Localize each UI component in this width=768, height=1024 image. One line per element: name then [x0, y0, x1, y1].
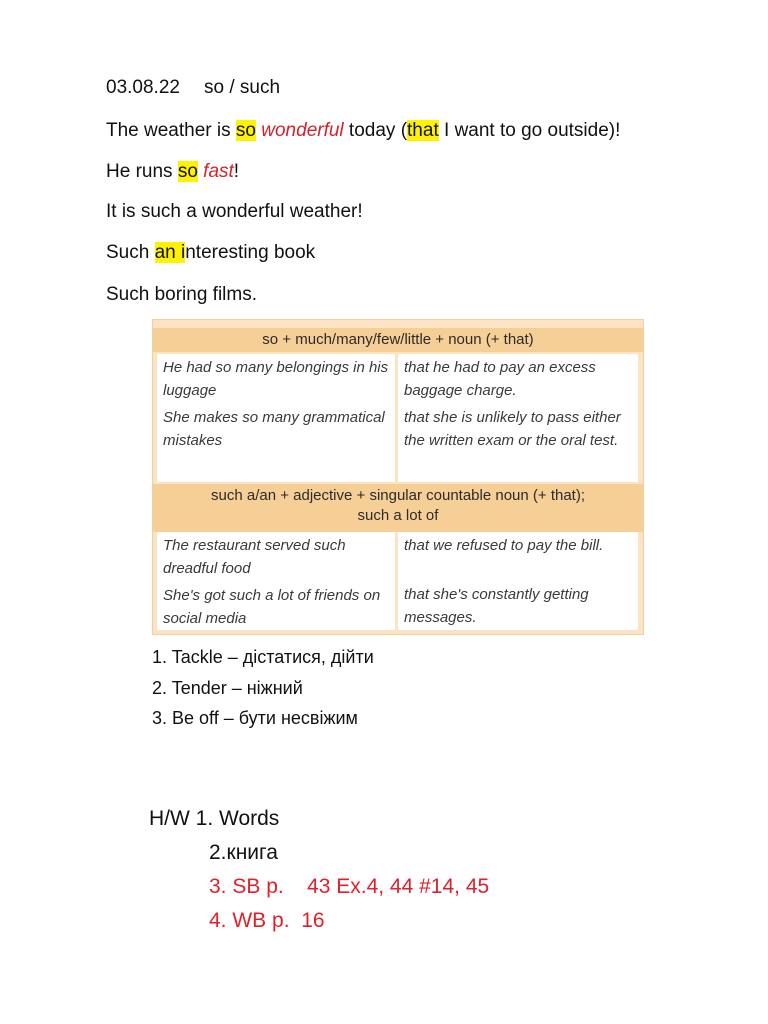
cell-text: He had so many belongings in his luggage	[163, 359, 389, 399]
table-cell-right-2	[398, 532, 638, 630]
text-segment: The weather is	[106, 120, 236, 141]
highlight-an: an i	[154, 242, 186, 263]
homework-title: H/W 1. Words	[149, 807, 280, 830]
header-line: such a/an + adjective + singular countable noun (+ that);	[211, 487, 585, 504]
highlight-so: so	[235, 120, 256, 141]
cell-text: She makes so many grammatical mistakes	[163, 409, 385, 449]
sentence-5: Such boring films.	[106, 284, 258, 305]
vocab-item-3: 3. Be off – бути несвіжим	[152, 708, 358, 728]
table-cell-left-2	[157, 532, 395, 630]
text-segment: Such	[106, 242, 155, 263]
sentence-2	[106, 160, 239, 184]
text-segment: nteresting book	[185, 242, 316, 263]
red-adjective: wonderful	[261, 120, 344, 141]
text-segment: !	[233, 161, 240, 182]
header-line: such a lot of	[357, 507, 439, 524]
highlight-so: so	[177, 161, 198, 182]
homework-item-2: 2.книга	[209, 841, 278, 864]
date: 03.08.22	[106, 77, 180, 98]
sentence-1	[106, 119, 620, 143]
text-segment: today (	[343, 120, 408, 141]
homework-item-3: 3. SB p. 43 Ex.4, 44 #14, 45	[209, 875, 490, 898]
text-segment: I want to go outside)!	[438, 120, 621, 141]
homework-item-4: 4. WB p. 16	[209, 909, 325, 932]
cell-text: that we refused to pay the bill.	[404, 537, 604, 554]
table-header-so: so + much/many/few/little + noun (+ that)	[153, 328, 643, 352]
table-cell-right-1	[398, 354, 638, 482]
topic: so / such	[203, 77, 281, 98]
highlight-that: that	[407, 120, 439, 141]
vocab-item-2: 2. Tender – ніжний	[152, 678, 303, 698]
red-adverb: fast	[203, 161, 234, 182]
cell-text: that she's constantly getting messages.	[404, 586, 589, 626]
sentence-4	[106, 241, 315, 265]
cell-text: that she is unlikely to pass either the written exam or the oral test.	[404, 409, 621, 449]
cell-text: The restaurant served such dreadful food	[163, 537, 346, 577]
text-segment: He runs	[106, 161, 178, 182]
table-header-such	[153, 484, 643, 532]
sentence-3: It is such a wonderful weather!	[106, 201, 363, 222]
cell-text: that he had to pay an excess baggage charge.	[404, 359, 596, 399]
vocab-item-1: 1. Tackle – дістатися, дійти	[152, 647, 374, 667]
grammar-table	[152, 319, 644, 635]
table-cell-left-1	[157, 354, 395, 482]
cell-text: She's got such a lot of friends on social media	[163, 587, 381, 627]
date-topic-line	[106, 76, 280, 100]
